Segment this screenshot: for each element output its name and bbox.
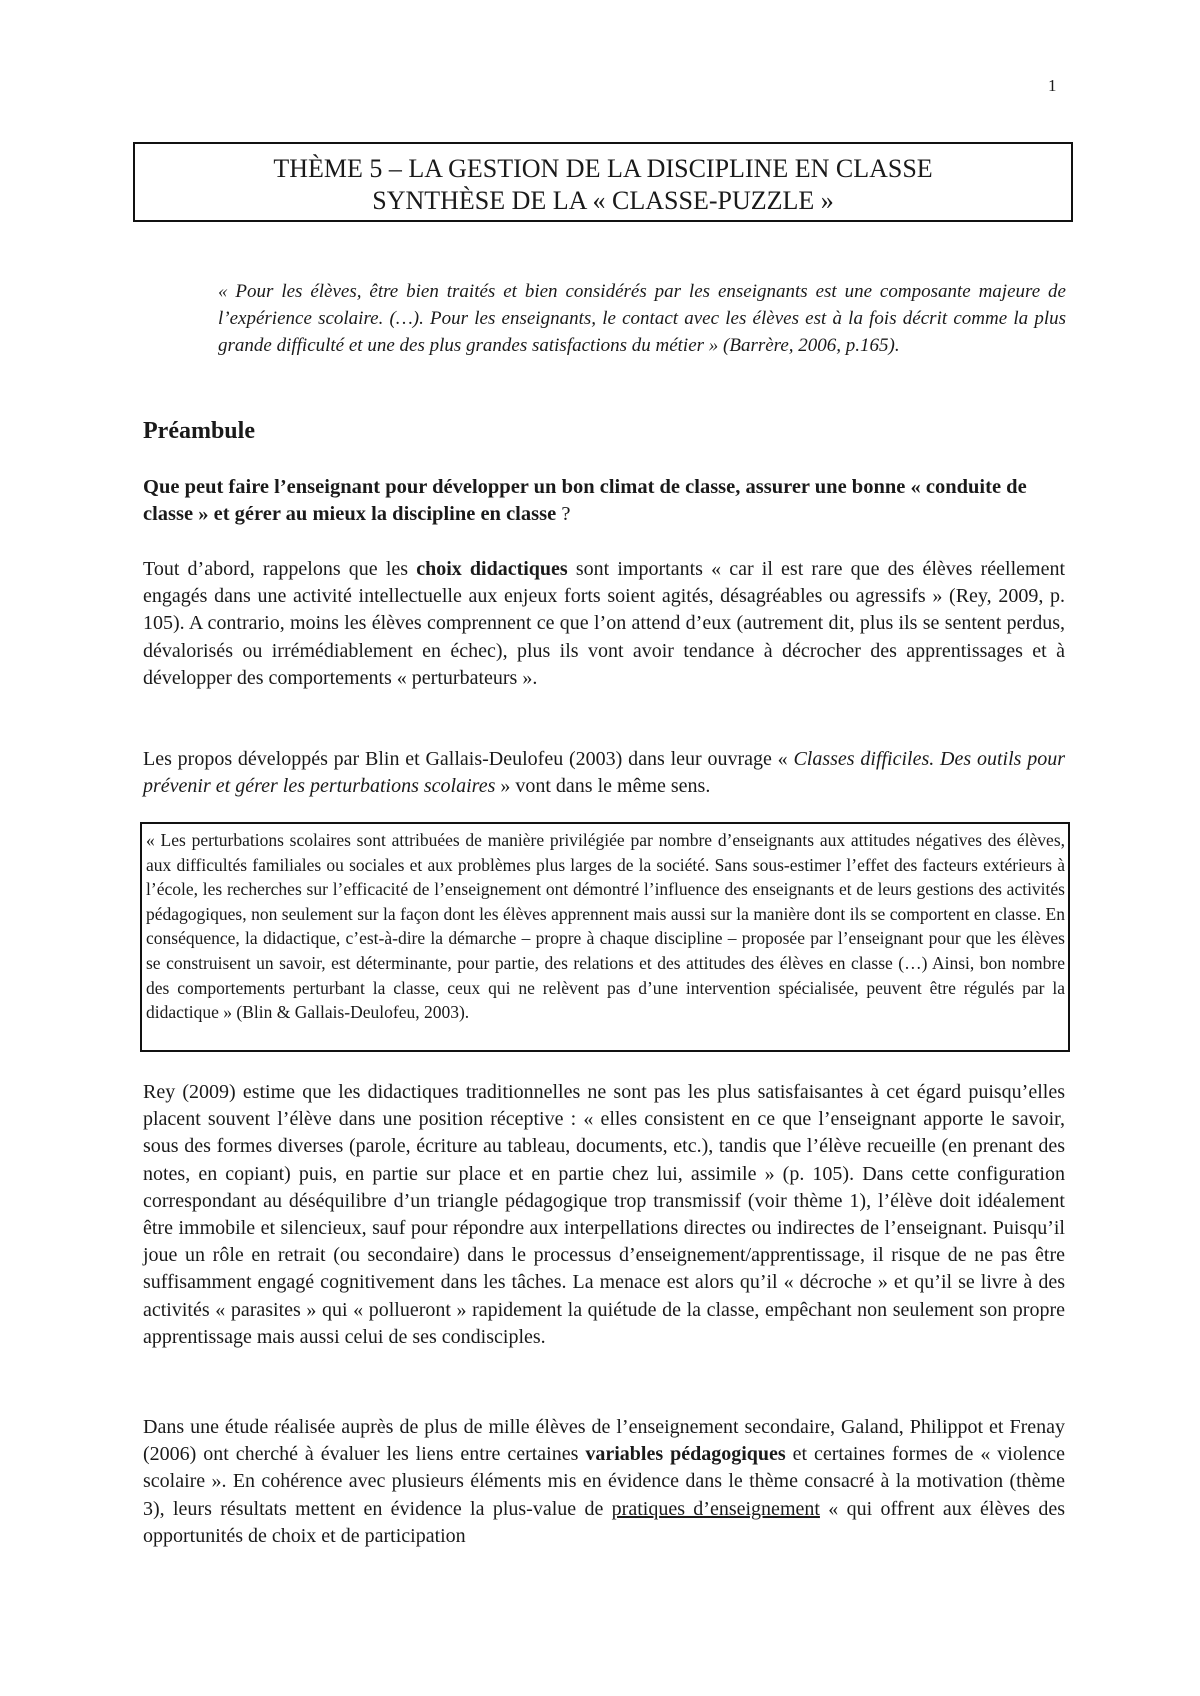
title-box	[133, 142, 1073, 222]
p1-text-after: sont importants « car il est rare que des élèves réellement engagés dans une activité intellectuelle aux enjeux forts soient agités, désagréables ou agressifs » (Rey, 2009, p. 105). A contrario, moins les élèves comprennent ce que l’on attend d’eux (autrement dit, plus ils se sentent perdus, dévalorisés ou irrémédiablement en échec), plus ils vont avoir tendance à décrocher des apprentissages et à développer des comportements « perturbateurs ».	[143, 558, 1066, 689]
p4-text-after: « qui offrent aux élèves des opportunités de choix et de participation	[143, 1497, 1066, 1547]
p4-text-middle: et certaines formes de « violence scolaire ». En cohérence avec plusieurs éléments mis en évidence dans le thème consacré à la motivation (thème 3), leurs résultats mettent en évidence la plus-value de	[143, 1443, 1066, 1520]
p4-text-before: Dans une étude réalisée auprès de plus de mille élèves de l’enseignement secondaire, Galand, Philippot et Frenay (2006) ont cherché à évaluer les liens entre certaines	[143, 1416, 1065, 1466]
title-line-theme: THÈME 5 – LA GESTION DE LA DISCIPLINE EN CLASSE	[273, 154, 933, 183]
p1-bold-term: choix didactiques	[416, 558, 568, 580]
paragraph-choix-didactiques	[143, 556, 1065, 692]
paragraph-galand-study	[143, 1414, 1065, 1550]
epigraph-quote: « Pour les élèves, être bien traités et bien considérés par les enseignants est une composante majeure de l’expérience scolaire. (…). Pour les enseignants, le contact avec les élèves est à la fois décrit comme la plus grande difficulté et une des plus grandes satisfactions du métier » (Barrère, 2006, p.165).	[218, 281, 1066, 356]
paragraph-blin-gallais	[143, 746, 1065, 800]
title-line-synthesis: SYNTHÈSE DE LA « CLASSE-PUZZLE »	[372, 186, 834, 215]
section-heading-preambule: Préambule	[143, 418, 255, 444]
p4-underlined-term: pratiques d’enseignement	[611, 1497, 820, 1520]
p2-book-title: Classes difficiles. Des outils pour prévenir et gérer les perturbations scolaires	[143, 748, 1065, 798]
question-text: Que peut faire l’enseignant pour développer un bon climat de classe, assurer une bonne « conduite de classe » et gérer au mieux la discipline en classe	[143, 476, 1027, 525]
preamble-question	[143, 474, 1065, 528]
question-mark: ?	[556, 503, 571, 525]
citation-box: « Les perturbations scolaires sont attribuées de manière privilégiée par nombre d’enseignants aux attitudes négatives des élèves, aux difficultés familiales ou sociales et aux problèmes plus larges de la société. Sans sous-estimer l’effet des facteurs extérieurs à l’école, les recherches sur l’efficacité de l’enseignement ont démontré l’influence des enseignants et de leurs gestions des activités pédagogiques, non seulement sur la façon dont les élèves apprennent mais aussi sur la manière dont ils se comportent en classe. En conséquence, la didactique, c’est-à-dire la démarche – propre à chaque discipline – proposée par l’enseignant pour que les élèves se construisent un savoir, est déterminante, pour partie, des relations et des attitudes des élèves en classe (…) Ainsi, bon nombre des comportements perturbant la classe, ceux qui ne relèvent pas d’une intervention spécialisée, peuvent être régulés par la didactique » (Blin & Gallais-Deulofeu, 2003).	[140, 822, 1070, 1052]
page-number: 1	[1048, 76, 1057, 95]
p2-text-after: » vont dans le même sens.	[495, 775, 711, 798]
paragraph-rey-2009: Rey (2009) estime que les didactiques traditionnelles ne sont pas les plus satisfaisantes à cet égard puisqu’elles placent souvent l’élève dans une position réceptive : « elles consistent en ce que l’enseignant apporte le savoir, sous des formes diverses (parole, écriture au tableau, documents, etc.), tandis que l’élève recueille (en prenant des notes, en copiant) puis, en partie sur place et en partie chez lui, assimile » (p. 105). Dans cette configuration correspondant au déséquilibre d’un triangle pédagogique trop transmissif (voir thème 1), l’élève doit idéalement être immobile et silencieux, sauf pour répondre aux interpellations directes ou indirectes de l’enseignant. Puisqu’il joue un rôle en retrait (ou secondaire) dans le processus d’enseignement/apprentissage, il risque de ne pas être suffisamment engagé cognitivement dans les tâches. La menace est alors qu’il « décroche » et qu’il se livre à des activités « parasites » qui « pollueront » rapidement la quiétude de la classe, empêchant non seulement son propre apprentissage mais aussi celui de ses condisciples.	[143, 1081, 1065, 1348]
p4-bold-term: variables pédagogiques	[585, 1443, 786, 1466]
p1-text-before: Tout d’abord, rappelons que les	[143, 558, 417, 580]
p2-text-before: Les propos développés par Blin et Gallais-Deulofeu (2003) dans leur ouvrage «	[143, 748, 794, 770]
